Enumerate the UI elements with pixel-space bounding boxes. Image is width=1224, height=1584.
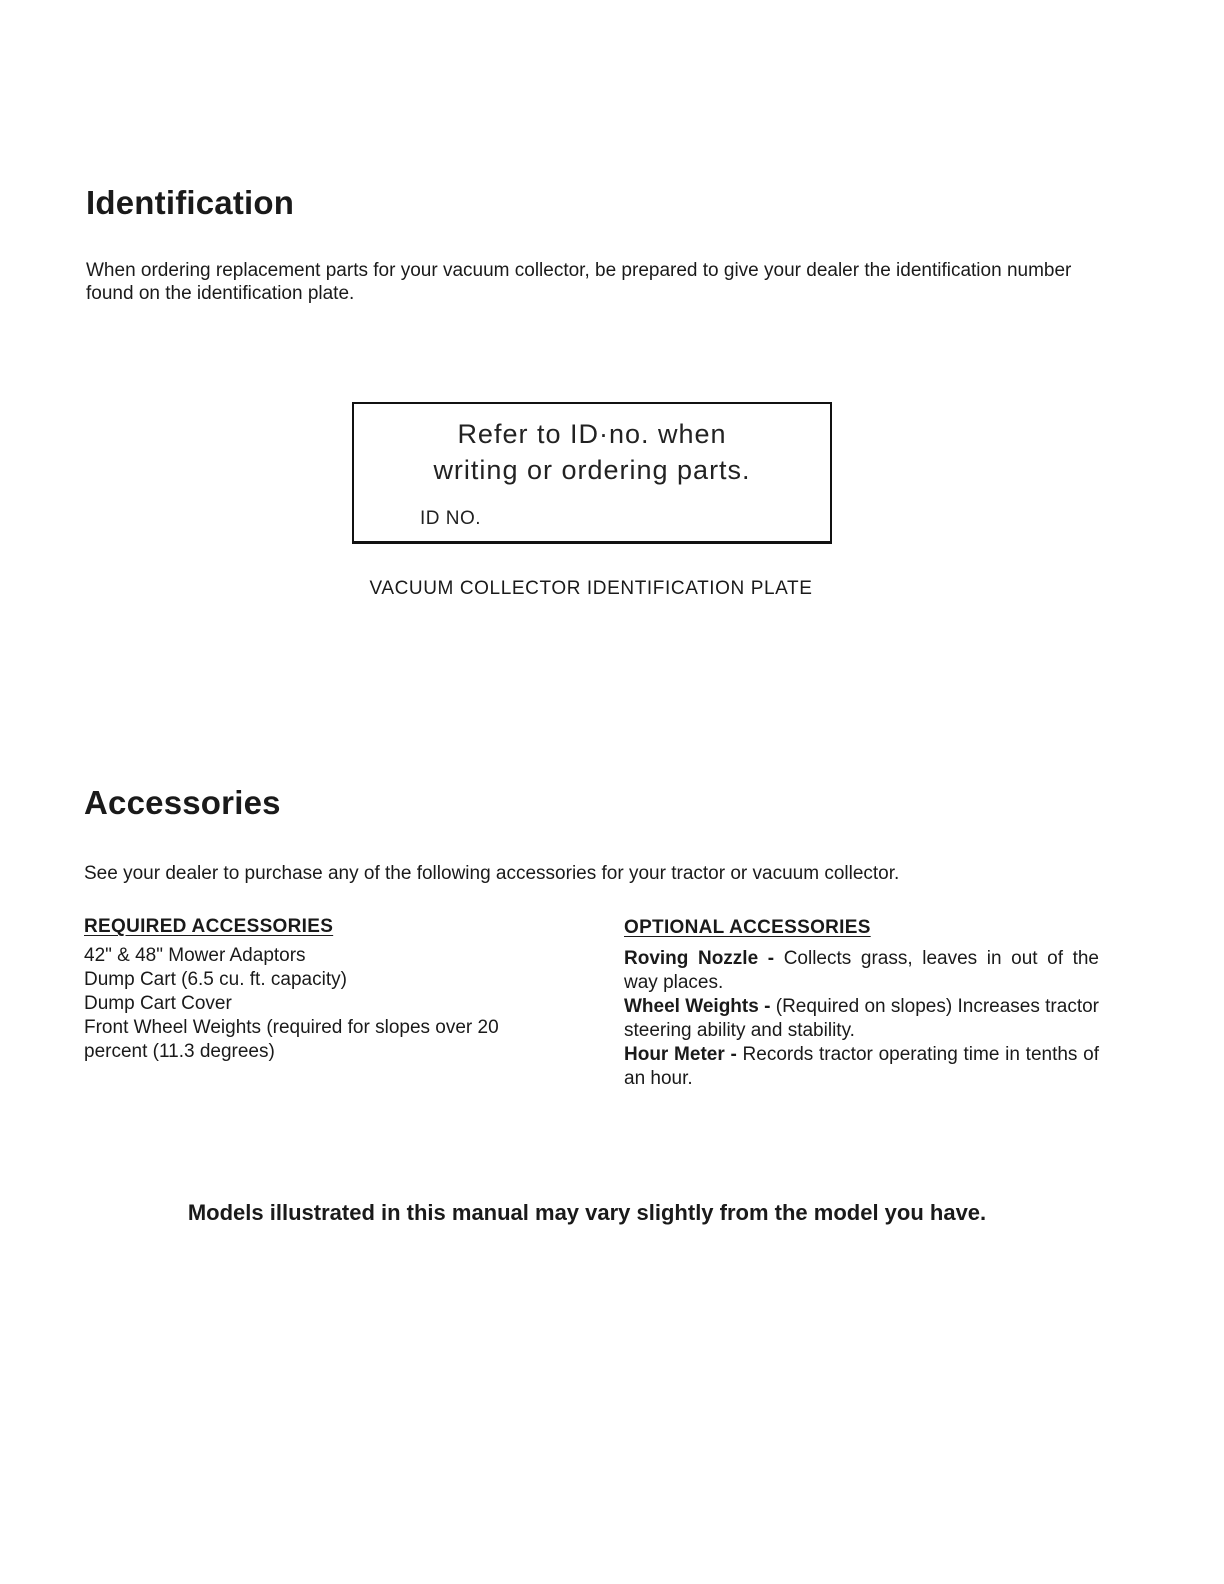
required-accessories (84, 916, 584, 1064)
accessory-name: Wheel Weights - (624, 996, 771, 1017)
accessory-name: Roving Nozzle - (624, 948, 775, 969)
accessory-description: Records tractor operating time in tenths of an hour. (624, 1044, 1099, 1089)
plate-line-1: Refer to ID·no. when (457, 419, 727, 449)
list-item: Front Wheel Weights (required for slopes over 20 (84, 1017, 499, 1038)
list-item: 42" & 48" Mower Adaptors (84, 945, 306, 966)
required-accessories-heading: REQUIRED ACCESSORIES (84, 916, 334, 937)
optional-accessories (624, 917, 1099, 1091)
list-item: Dump Cart (6.5 cu. ft. capacity) (84, 969, 347, 990)
identification-heading: Identification (86, 184, 295, 221)
list-item (624, 995, 1099, 1043)
plate-id-label: ID NO. (420, 508, 482, 529)
list-item (624, 947, 1099, 995)
accessory-description: (Required on slopes) Increases tractor steering ability and stability. (624, 996, 1099, 1041)
list-item (624, 1043, 1099, 1091)
identification-paragraph: When ordering replacement parts for your vacuum collector, be prepared to give your dealer the identification number found on the identification plate. (86, 260, 1072, 304)
optional-accessories-heading: OPTIONAL ACCESSORIES (624, 917, 871, 938)
accessory-description: Collects grass, leaves in out of the way places. (624, 948, 1099, 993)
required-accessories-list (84, 944, 584, 1064)
plate-caption: VACUUM COLLECTOR IDENTIFICATION PLATE (369, 578, 813, 599)
optional-accessories-list (624, 947, 1099, 1091)
accessories-intro: See your dealer to purchase any of the following accessories for your tractor or vacuum collector. (84, 863, 900, 884)
accessories-heading: Accessories (84, 784, 281, 821)
list-item: percent (11.3 degrees) (84, 1041, 275, 1062)
plate-line-2: writing or ordering parts. (433, 455, 751, 485)
identification-plate (352, 402, 832, 544)
accessory-name: Hour Meter - (624, 1044, 737, 1065)
models-note: Models illustrated in this manual may vary slightly from the model you have. (187, 1200, 987, 1225)
list-item: Dump Cart Cover (84, 993, 232, 1014)
